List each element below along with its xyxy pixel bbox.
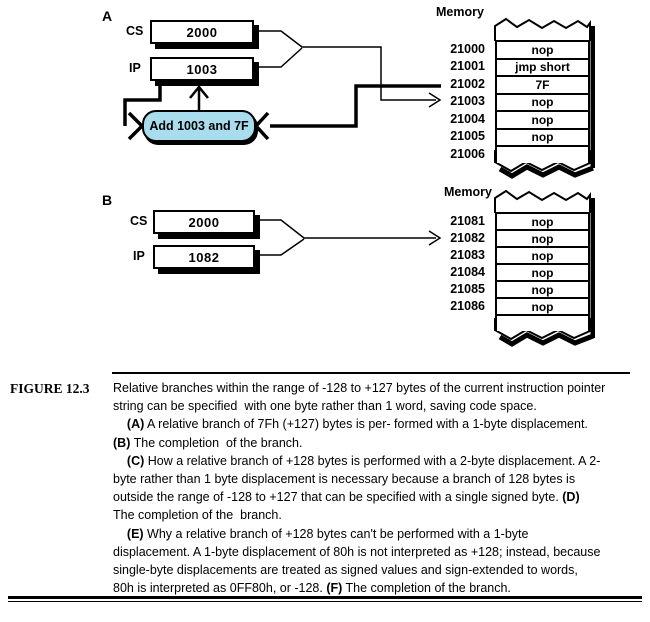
memory-address: 21083: [450, 247, 485, 262]
bottom-rule-thick: [8, 596, 642, 599]
memory-address: 21084: [450, 264, 485, 279]
register-value-ip-a: 1003: [186, 61, 218, 77]
memory-cell: nop: [495, 128, 590, 146]
adder-box: [142, 110, 256, 142]
caption-line: (A) A relative branch of 7Fh (+127) bytes is per- formed with a 1-byte displacement.: [126, 417, 588, 432]
caption-line: Relative branches within the range of -128 to +127 bytes of the current instruction pointer: [113, 381, 606, 395]
memory-cell: nop: [495, 229, 590, 246]
memory-address: 21001: [450, 59, 485, 74]
memory-cell: nop: [495, 212, 590, 229]
caption-line: 80h is interpreted as 0FF80h, or -128. (F) The completion of the branch.: [113, 581, 511, 596]
memory-address: 21082: [450, 230, 485, 245]
adder-to-ip-arrow: [190, 87, 208, 110]
register-value-cs-a: 2000: [186, 24, 218, 40]
register-label-cs-b: CS: [130, 214, 148, 228]
caption-top-rule: [112, 372, 630, 374]
memory-cell: jmp short: [495, 58, 590, 76]
caption-line: (B) The completion of the branch.: [113, 435, 303, 450]
memory-cell: nop: [495, 110, 590, 128]
caption-line: (C) How a relative branch of +128 bytes is performed with a 2-byte displacement. A 2-: [126, 453, 601, 468]
memory-address: 21004: [450, 111, 485, 126]
register-box-ip-b: [153, 245, 255, 269]
displacement-wire: [256, 86, 441, 139]
memory-cell: [495, 145, 590, 163]
caption-line: byte rather than 1 byte displacement is necessary because a branch of 128 bytes is: [113, 472, 576, 487]
memory-address: 21081: [450, 213, 485, 228]
bottom-rule-thin: [8, 601, 642, 603]
memory-address: 21006: [450, 146, 485, 161]
memory-cell: 7F: [495, 75, 590, 93]
memory-cell: nop: [495, 263, 590, 280]
memory-cell: nop: [495, 93, 590, 111]
register-label-cs-a: CS: [126, 24, 144, 38]
caption-line: (E) Why a relative branch of +128 bytes can't be performed with a 1-byte: [126, 526, 529, 541]
figure-label: FIGURE 12.3: [10, 381, 90, 396]
adder-left-arrow: [129, 113, 142, 139]
register-value-cs-b: 2000: [188, 214, 220, 230]
adder-right-arrow: [256, 113, 268, 139]
memory-cell: nop: [495, 40, 590, 58]
register-label-ip-b: IP: [133, 249, 145, 263]
memory-table-b: [437, 212, 590, 331]
memory-address: 21005: [450, 129, 485, 144]
register-box-ip-a: [150, 57, 254, 81]
caption-line: string can be specified with one byte rather than 1 word, saving code space.: [113, 399, 537, 414]
memory-address: 21086: [450, 298, 485, 313]
memory-cell: [495, 314, 590, 331]
memory-title-b: Memory: [444, 185, 492, 199]
caption-line: The completion of the branch.: [113, 508, 282, 523]
register-label-ip-a: IP: [129, 61, 141, 75]
figure-caption: [113, 379, 643, 597]
caption-line: outside the range of -128 to +127 that can be specified with a single signed byte. (D): [113, 490, 580, 505]
memory-b-shadow: [591, 198, 596, 338]
adder-label: Add 1003 and 7F: [149, 119, 249, 133]
bus-fork-b: [253, 220, 436, 255]
register-value-ip-b: 1082: [188, 249, 220, 265]
memory-table-a: [437, 40, 590, 163]
register-box-cs-b: [153, 210, 255, 234]
memory-address: 21085: [450, 281, 485, 296]
caption-line: displacement. A 1-byte displacement of 80h is not interpreted as +128; instead, because: [113, 544, 601, 559]
memory-cell: nop: [495, 280, 590, 297]
memory-b-torn-top: [495, 191, 590, 213]
section-a-label: A: [102, 8, 113, 24]
caption-line: single-byte displacements are treated as signed values and sign-extended to words,: [113, 563, 578, 578]
bus-fork-a: [253, 31, 436, 100]
section-b-label: B: [102, 192, 113, 208]
memory-a-shadow: [591, 26, 596, 168]
memory-cell: nop: [495, 246, 590, 263]
memory-address: 21000: [450, 41, 485, 56]
memory-address: 21003: [450, 94, 485, 109]
memory-a-torn-top: [495, 19, 590, 41]
register-box-cs-a: [150, 20, 254, 44]
memory-address: [437, 314, 495, 331]
memory-title-a: Memory: [436, 5, 484, 19]
memory-cell: nop: [495, 297, 590, 314]
memory-address: 21002: [450, 76, 485, 91]
